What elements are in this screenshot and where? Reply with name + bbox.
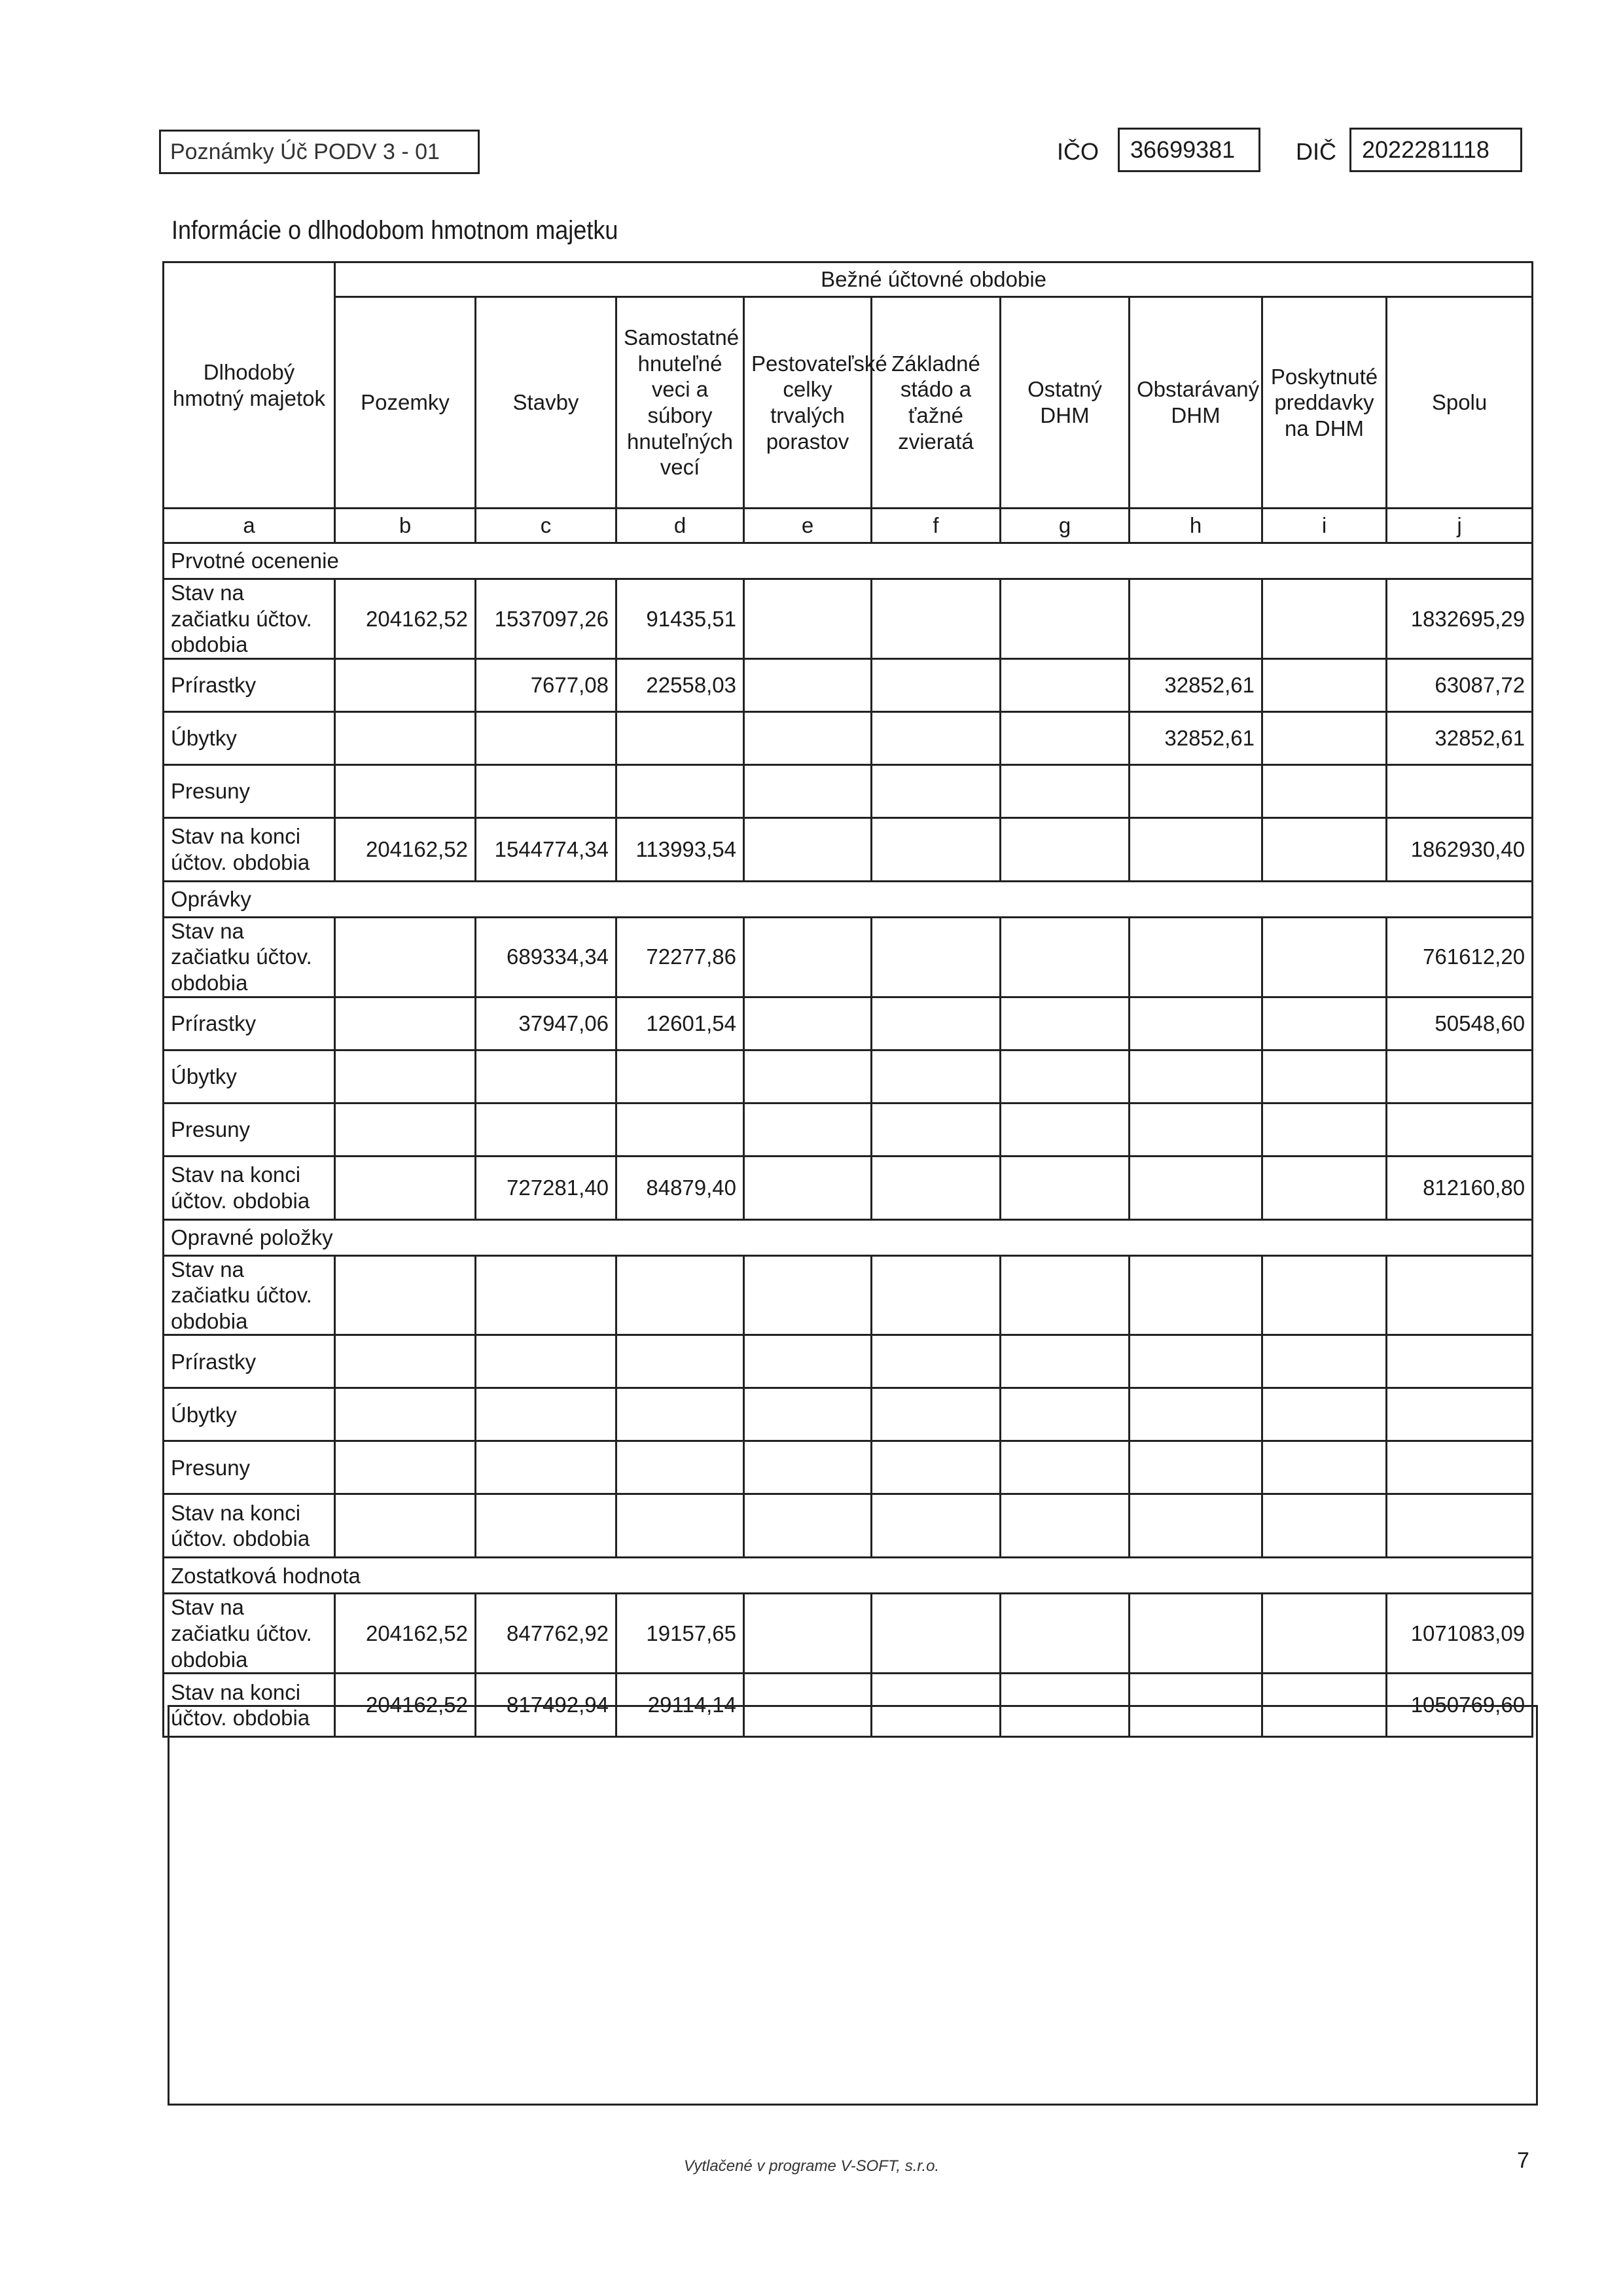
value-cell xyxy=(1262,1388,1387,1441)
value-cell: 32852,61 xyxy=(1387,711,1533,764)
table-row xyxy=(164,1494,1533,1558)
section-header-row xyxy=(164,881,1533,917)
value-cell xyxy=(616,1255,744,1335)
col-letter: e xyxy=(744,509,872,543)
dic-label: DIČ xyxy=(1296,138,1336,165)
col-header-ostatny: Ostatný DHM xyxy=(1001,297,1130,509)
value-cell: 72277,86 xyxy=(616,917,744,997)
value-cell xyxy=(1387,1388,1533,1441)
period-header: Bežné účtovné obdobie xyxy=(335,262,1533,297)
value-cell xyxy=(616,1050,744,1103)
value-cell xyxy=(1387,764,1533,817)
value-cell xyxy=(1130,1255,1262,1335)
col-letter: j xyxy=(1387,509,1533,543)
value-cell xyxy=(872,1494,1001,1558)
value-cell xyxy=(1001,1388,1130,1441)
col-letter: g xyxy=(1001,509,1130,543)
value-cell xyxy=(1262,1594,1387,1674)
row-label: Presuny xyxy=(164,764,335,817)
value-cell xyxy=(1262,1156,1387,1219)
value-cell xyxy=(476,1494,616,1558)
value-cell xyxy=(1130,579,1262,659)
value-cell xyxy=(1262,1494,1387,1558)
value-cell: 1862930,40 xyxy=(1387,817,1533,881)
value-cell xyxy=(744,764,872,817)
value-cell: 1071083,09 xyxy=(1387,1594,1533,1674)
col-letter: f xyxy=(872,509,1001,543)
value-cell xyxy=(872,764,1001,817)
row-label: Stav na začiatku účtov. obdobia xyxy=(164,579,335,659)
row-label: Stav na začiatku účtov. obdobia xyxy=(164,917,335,997)
value-cell xyxy=(1262,711,1387,764)
value-cell xyxy=(1262,764,1387,817)
section-header-row xyxy=(164,1558,1533,1594)
col-header-hnutelne-veci: Samostatné hnuteľné veci a súbory hnuteľných vecí xyxy=(616,297,744,509)
value-cell xyxy=(1387,1441,1533,1494)
value-cell xyxy=(1001,764,1130,817)
table-row xyxy=(164,711,1533,764)
col-header-obstaravany: Obstarávaný DHM xyxy=(1130,297,1262,509)
form-code: Poznámky Úč PODV 3 - 01 xyxy=(159,130,480,174)
value-cell: 29114,14 xyxy=(616,1674,744,1737)
col-letter: a xyxy=(164,509,335,543)
value-cell xyxy=(872,997,1001,1050)
value-cell: 812160,80 xyxy=(1387,1156,1533,1219)
section-title: Prvotné ocenenie xyxy=(164,543,1533,579)
value-cell xyxy=(1001,1103,1130,1156)
value-cell xyxy=(1001,1594,1130,1674)
row-label: Stav na konci účtov. obdobia xyxy=(164,1674,335,1737)
col-letter: h xyxy=(1130,509,1262,543)
value-cell xyxy=(335,1494,476,1558)
value-cell xyxy=(872,1255,1001,1335)
value-cell xyxy=(476,1255,616,1335)
value-cell xyxy=(335,1255,476,1335)
value-cell xyxy=(616,1103,744,1156)
value-cell xyxy=(744,1050,872,1103)
value-cell xyxy=(1130,817,1262,881)
value-cell xyxy=(872,579,1001,659)
value-cell xyxy=(1262,1103,1387,1156)
col-header-pozemky: Pozemky xyxy=(335,297,476,509)
section-title: Oprávky xyxy=(164,881,1533,917)
row-label: Prírastky xyxy=(164,1335,335,1388)
value-cell xyxy=(335,711,476,764)
value-cell xyxy=(1001,1494,1130,1558)
table-row xyxy=(164,1255,1533,1335)
value-cell xyxy=(335,658,476,711)
value-cell xyxy=(1130,1441,1262,1494)
value-cell: 817492,94 xyxy=(476,1674,616,1737)
col-header-asset: Dlhodobý hmotný majetok xyxy=(164,262,335,509)
value-cell xyxy=(1001,1335,1130,1388)
value-cell: 37947,06 xyxy=(476,997,616,1050)
value-cell xyxy=(744,1594,872,1674)
col-header-zakladne-stado: Základné stádo a ťažné zvieratá xyxy=(872,297,1001,509)
value-cell xyxy=(872,1441,1001,1494)
value-cell xyxy=(1130,1335,1262,1388)
page-number: 7 xyxy=(1517,2148,1529,2173)
value-cell xyxy=(1387,1494,1533,1558)
value-cell xyxy=(616,1388,744,1441)
value-cell xyxy=(1262,917,1387,997)
table-row xyxy=(164,1388,1533,1441)
value-cell xyxy=(1001,1441,1130,1494)
value-cell: 63087,72 xyxy=(1387,658,1533,711)
value-cell: 204162,52 xyxy=(335,1674,476,1737)
table-row xyxy=(164,1156,1533,1219)
value-cell: 727281,40 xyxy=(476,1156,616,1219)
value-cell xyxy=(1262,997,1387,1050)
table-row xyxy=(164,1050,1533,1103)
value-cell: 1050769,60 xyxy=(1387,1674,1533,1737)
value-cell xyxy=(1262,579,1387,659)
row-label: Prírastky xyxy=(164,658,335,711)
value-cell: 84879,40 xyxy=(616,1156,744,1219)
value-cell xyxy=(476,711,616,764)
value-cell: 113993,54 xyxy=(616,817,744,881)
value-cell: 204162,52 xyxy=(335,579,476,659)
col-letter: c xyxy=(476,509,616,543)
col-letter: b xyxy=(335,509,476,543)
value-cell: 204162,52 xyxy=(335,1594,476,1674)
value-cell xyxy=(616,1335,744,1388)
section-header-row xyxy=(164,1219,1533,1255)
value-cell xyxy=(872,1335,1001,1388)
value-cell xyxy=(1387,1335,1533,1388)
ico-label: IČO xyxy=(1057,138,1099,165)
value-cell: 32852,61 xyxy=(1130,658,1262,711)
row-label: Úbytky xyxy=(164,1388,335,1441)
col-letter: i xyxy=(1262,509,1387,543)
row-label: Stav na konci účtov. obdobia xyxy=(164,1494,335,1558)
value-cell xyxy=(744,658,872,711)
table-row xyxy=(164,1335,1533,1388)
value-cell xyxy=(335,1388,476,1441)
value-cell xyxy=(1001,917,1130,997)
value-cell xyxy=(1130,1388,1262,1441)
table-row xyxy=(164,764,1533,817)
value-cell xyxy=(744,1103,872,1156)
value-cell xyxy=(1387,1255,1533,1335)
value-cell xyxy=(1130,1156,1262,1219)
value-cell: 1537097,26 xyxy=(476,579,616,659)
value-cell xyxy=(744,1494,872,1558)
value-cell xyxy=(872,1594,1001,1674)
value-cell xyxy=(744,917,872,997)
col-letter: d xyxy=(616,509,744,543)
col-header-spolu: Spolu xyxy=(1387,297,1533,509)
value-cell xyxy=(1130,764,1262,817)
value-cell xyxy=(335,1103,476,1156)
value-cell: 1832695,29 xyxy=(1387,579,1533,659)
value-cell xyxy=(1262,1335,1387,1388)
value-cell xyxy=(335,1335,476,1388)
value-cell xyxy=(1262,1050,1387,1103)
table-row xyxy=(164,917,1533,997)
value-cell xyxy=(1130,1103,1262,1156)
table-row xyxy=(164,658,1533,711)
value-cell xyxy=(1387,1050,1533,1103)
value-cell xyxy=(1001,817,1130,881)
dic-value: 2022281118 xyxy=(1349,128,1522,172)
row-label: Úbytky xyxy=(164,1050,335,1103)
value-cell xyxy=(1130,1594,1262,1674)
row-label: Presuny xyxy=(164,1441,335,1494)
value-cell xyxy=(1387,1103,1533,1156)
value-cell xyxy=(1130,1050,1262,1103)
table-row xyxy=(164,1103,1533,1156)
row-label: Presuny xyxy=(164,1103,335,1156)
value-cell xyxy=(1262,1255,1387,1335)
value-cell xyxy=(616,764,744,817)
value-cell xyxy=(1262,817,1387,881)
page-title: Informácie o dlhodobom hmotnom majetku xyxy=(171,216,618,245)
value-cell xyxy=(872,711,1001,764)
row-label: Prírastky xyxy=(164,997,335,1050)
value-cell xyxy=(476,1335,616,1388)
value-cell xyxy=(872,658,1001,711)
value-cell xyxy=(872,1388,1001,1441)
row-label: Úbytky xyxy=(164,711,335,764)
table-row xyxy=(164,1594,1533,1674)
value-cell: 22558,03 xyxy=(616,658,744,711)
value-cell xyxy=(335,997,476,1050)
value-cell xyxy=(744,1441,872,1494)
notes-box xyxy=(168,1705,1538,2106)
value-cell: 847762,92 xyxy=(476,1594,616,1674)
value-cell xyxy=(1262,1441,1387,1494)
section-title: Zostatková hodnota xyxy=(164,1558,1533,1594)
table-row xyxy=(164,817,1533,881)
value-cell xyxy=(1130,997,1262,1050)
table-body xyxy=(164,543,1533,1737)
value-cell xyxy=(744,1255,872,1335)
value-cell xyxy=(476,764,616,817)
value-cell xyxy=(616,711,744,764)
value-cell xyxy=(1001,658,1130,711)
footer-printed-by: Vytlačené v programe V-SOFT, s.r.o. xyxy=(683,2157,940,2175)
col-header-preddavky: Poskytnuté preddavky na DHM xyxy=(1262,297,1387,509)
value-cell xyxy=(872,817,1001,881)
row-label: Stav na konci účtov. obdobia xyxy=(164,1156,335,1219)
value-cell: 7677,08 xyxy=(476,658,616,711)
section-title: Opravné položky xyxy=(164,1219,1533,1255)
value-cell: 50548,60 xyxy=(1387,997,1533,1050)
value-cell: 1544774,34 xyxy=(476,817,616,881)
table-row xyxy=(164,997,1533,1050)
value-cell xyxy=(872,1103,1001,1156)
ico-value: 36699381 xyxy=(1118,128,1260,172)
value-cell xyxy=(476,1050,616,1103)
value-cell xyxy=(744,579,872,659)
value-cell xyxy=(1001,1255,1130,1335)
value-cell xyxy=(1262,658,1387,711)
value-cell: 91435,51 xyxy=(616,579,744,659)
value-cell xyxy=(872,1156,1001,1219)
row-label: Stav na začiatku účtov. obdobia xyxy=(164,1594,335,1674)
value-cell xyxy=(335,917,476,997)
asset-table xyxy=(162,261,1533,1738)
table-row xyxy=(164,1441,1533,1494)
value-cell: 32852,61 xyxy=(1130,711,1262,764)
value-cell xyxy=(1001,711,1130,764)
value-cell xyxy=(1001,997,1130,1050)
value-cell xyxy=(335,1441,476,1494)
table-row xyxy=(164,579,1533,659)
col-header-stavby: Stavby xyxy=(476,297,616,509)
value-cell: 761612,20 xyxy=(1387,917,1533,997)
value-cell xyxy=(616,1494,744,1558)
value-cell xyxy=(1001,1050,1130,1103)
value-cell xyxy=(744,817,872,881)
value-cell xyxy=(744,1156,872,1219)
value-cell xyxy=(744,1335,872,1388)
value-cell xyxy=(476,1103,616,1156)
row-label: Stav na začiatku účtov. obdobia xyxy=(164,1255,335,1335)
value-cell xyxy=(1130,917,1262,997)
value-cell xyxy=(476,1441,616,1494)
value-cell xyxy=(335,1156,476,1219)
value-cell: 689334,34 xyxy=(476,917,616,997)
value-cell xyxy=(616,1441,744,1494)
value-cell: 19157,65 xyxy=(616,1594,744,1674)
value-cell xyxy=(744,997,872,1050)
value-cell xyxy=(335,1050,476,1103)
value-cell xyxy=(872,917,1001,997)
value-cell xyxy=(1130,1494,1262,1558)
value-cell xyxy=(1001,579,1130,659)
value-cell xyxy=(476,1388,616,1441)
value-cell xyxy=(744,711,872,764)
col-header-pestovatelske: Pestovateľské celky trvalých porastov xyxy=(744,297,872,509)
value-cell: 12601,54 xyxy=(616,997,744,1050)
value-cell: 204162,52 xyxy=(335,817,476,881)
value-cell xyxy=(335,764,476,817)
value-cell xyxy=(1001,1156,1130,1219)
value-cell xyxy=(872,1050,1001,1103)
row-label: Stav na konci účtov. obdobia xyxy=(164,817,335,881)
section-header-row xyxy=(164,543,1533,579)
value-cell xyxy=(744,1388,872,1441)
